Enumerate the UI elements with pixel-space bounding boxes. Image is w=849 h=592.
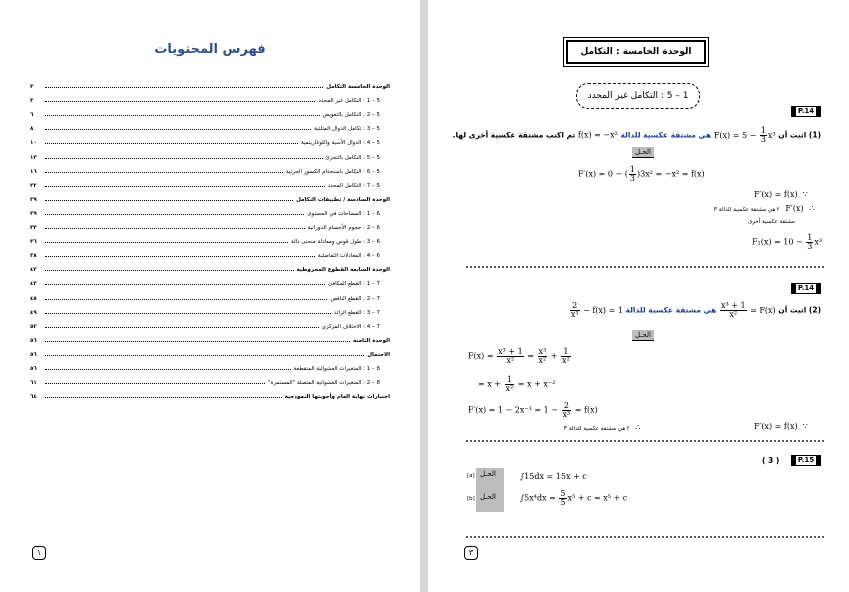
toc-entry (30, 161, 390, 175)
toc-entry (30, 344, 390, 358)
toc-entry-label: 5 – 2 : التكامل بالتعويض (322, 112, 380, 119)
left-page (0, 0, 420, 592)
toc-leader-dots (45, 397, 282, 398)
toc-entry-page: ٥٦ (30, 351, 37, 358)
toc-leader-dots (45, 313, 331, 314)
q2-step-1: F(x) = $\frac{\text{x³ + 1}}{\text{x²}}$ = $\frac{\text{x³}}{\text{x²}}$ + $\frac{1}{\text{x²}}$ (468, 347, 570, 365)
separator (466, 440, 824, 442)
toc-entry-label: 5 – 5 : التكامل بالتجزئ (325, 154, 380, 161)
page-ref-badge: P.15 (791, 455, 821, 466)
toc-leader-dots (45, 186, 325, 187)
toc-entry-label: 8 – 2 : المتغيرات العشوائية المتصلة "المستمرة" (268, 380, 380, 387)
toc-entry-page: ٥٢ (30, 323, 37, 330)
toc-leader-dots (45, 101, 315, 102)
solution-label: الحـل (632, 330, 654, 341)
toc-entry (30, 386, 390, 400)
toc-entry-label: 5 – 4 : الدوال الأسية واللوغاريتمية (301, 140, 380, 147)
q2-fprime: F′(x) = f(x) ∵ (754, 422, 808, 431)
toc-entry-label: الوحدة السابعة القطوع المخروطية (296, 267, 390, 274)
toc-leader-dots (45, 256, 315, 257)
toc-entry-label: 6 – 1 : المساحات في المستوى (307, 210, 380, 217)
toc-entry-page: ٦٤ (30, 394, 37, 401)
toc-entry (30, 330, 390, 344)
toc-entry (30, 189, 390, 203)
toc-entry-page: ٨ (30, 126, 34, 133)
toc-entry-label: اختبارات نهاية العام وأجوبتها النموذجية (284, 394, 390, 401)
toc-entry-label: 6 – 2 : حجوم الأجسام الدورانية (307, 225, 380, 232)
toc-entry (30, 175, 390, 189)
page-number: ٣ (464, 546, 478, 560)
toc-entry-page: ١٣ (30, 154, 37, 161)
toc-entry-label: الوحدة الثامنة (353, 337, 390, 344)
toc-leader-dots (45, 172, 283, 173)
page-ref-badge: P.14 (791, 283, 821, 294)
toc-entry (30, 231, 390, 245)
table-of-contents (30, 76, 390, 400)
toc-entry-page: ٤٢ (30, 267, 37, 274)
question-2: (2) اثبت أن F(x) = $\frac{\text{x³ + 1}}{\text{x²}}$ هي مشتقة عكسية للدالة f(x) = 1 − $\frac{2}{\text{x³}}$ (570, 301, 821, 319)
toc-entry-page: ٢٢ (30, 182, 37, 189)
toc-entry-page: ٤٢ (30, 281, 37, 288)
toc-leader-dots (45, 341, 350, 342)
toc-entry (30, 104, 390, 118)
q3b-solution-label: الحـل (480, 493, 496, 501)
page-ref-badge: P.14 (791, 106, 821, 117)
toc-entry-page: ٦١ (30, 380, 37, 387)
toc-entry-page: ١٠ (30, 140, 37, 147)
toc-entry (30, 358, 390, 372)
toc-entry (30, 90, 390, 104)
toc-entry (30, 245, 390, 259)
toc-entry (30, 259, 390, 273)
toc-entry-label: 7 – 4 : الاختلاف المركزي (321, 323, 380, 330)
q1-step-1: F′(x) = 0 − ( $\frac{1}{3}$ )3x² = −x² = f(x) (578, 165, 705, 183)
toc-leader-dots (45, 200, 293, 201)
toc-entry-page: ٣٨ (30, 253, 37, 260)
toc-entry-label: 7 – 2 : القطع الناقص (330, 295, 380, 302)
toc-title: فهرس المحتويات (154, 42, 266, 57)
toc-entry (30, 287, 390, 301)
toc-leader-dots (45, 369, 291, 370)
toc-entry-label: 6 – 3 : طول قوس ومعادلة منحنى دالة (291, 239, 380, 246)
toc-leader-dots (45, 228, 305, 229)
toc-entry-label: 5 – 7 : التكامل المحدد (327, 182, 380, 189)
toc-leader-dots (45, 242, 288, 243)
lesson-title: 1 – 5 : التكامل غير المحدد (576, 83, 700, 109)
toc-leader-dots (45, 87, 323, 88)
toc-entry-page: ٣ (30, 98, 34, 105)
toc-entry-label: الوحدة السادسة / تطبيقات التكامل (296, 196, 390, 203)
toc-entry (30, 203, 390, 217)
toc-entry-page: ٥٦ (30, 337, 37, 344)
q3a-solution-label: الحـل (480, 470, 496, 478)
q2-step-2: = x + $\frac{1}{\text{x²}}$ = x + x⁻² (478, 375, 556, 393)
q3b-answer: ∫5x⁴dx = $\frac{5}{5}$ x⁵ + c = x⁵ + c (520, 489, 628, 507)
q1-since: F′(x) = f(x) ∵ (754, 190, 808, 199)
toc-leader-dots (45, 299, 327, 300)
q2-conclusion: F هي مشتقة عكسية للدالة f ∴ (564, 423, 641, 432)
toc-entry-page: ٥٦ (30, 365, 37, 372)
separator (466, 266, 824, 268)
toc-leader-dots (45, 115, 320, 116)
toc-leader-dots (45, 284, 325, 285)
toc-entry-label: الوحدة الخامسة التكامل (326, 84, 390, 91)
toc-entry-page: ٣ (30, 84, 34, 91)
q3b-tag: [b] (467, 496, 475, 502)
toc-entry (30, 316, 390, 330)
q3a-tag: [a] (467, 473, 475, 479)
toc-entry-label: 5 – 3 : تكامل الدوال المثلثية (314, 126, 380, 133)
toc-entry-page: ٣٣ (30, 225, 37, 232)
toc-entry-page: ٦ (30, 112, 34, 119)
q1-other-label: مشتقة عكسية أخرى (748, 219, 795, 225)
toc-entry-label: 7 – 1 : القطع المكافئ (327, 281, 380, 288)
toc-leader-dots (45, 383, 265, 384)
toc-leader-dots (45, 327, 319, 328)
toc-entry (30, 76, 390, 90)
toc-entry (30, 217, 390, 231)
toc-leader-dots (45, 270, 294, 271)
toc-entry-page: ٤٩ (30, 309, 37, 316)
toc-entry (30, 146, 390, 160)
toc-entry (30, 132, 390, 146)
toc-entry-page: ٣٦ (30, 239, 37, 246)
solution-label: الحـل (632, 147, 654, 158)
toc-leader-dots (45, 355, 364, 356)
toc-entry (30, 273, 390, 287)
toc-entry (30, 302, 390, 316)
toc-entry-page: ٤٥ (30, 295, 37, 302)
toc-entry-page: ١٦ (30, 168, 37, 175)
q3a-answer: ∫15dx = 15x + c (520, 472, 587, 481)
page-number: ١ (32, 546, 46, 560)
question-1: (1) اثبت أن F(x) = 5 − $\frac{1}{3}$ x³ هي مشتقة عكسية للدالة f(x) = −x² ثم اكتب مشتقة عكسية أخرى لها. (452, 126, 821, 144)
separator (466, 536, 824, 538)
toc-entry-label: 7 – 3 : القطع الزائد (334, 309, 380, 316)
toc-entry (30, 118, 390, 132)
toc-entry-page: ٢٩ (30, 210, 37, 217)
toc-entry-label: 5 – 1 : التكامل غير المحدد (318, 98, 380, 105)
toc-leader-dots (45, 129, 311, 130)
unit-title: الوحدة الخامسة : التكامل (566, 40, 706, 64)
q2-step-3: F′(x) = 1 − 2x⁻³ = 1 − $\frac{2}{\text{x³}}$ = f(x) (468, 401, 598, 419)
question-3: ( 3 ) (762, 456, 780, 465)
toc-entry-label: 6 – 4 : المعادلات التفاضلية (317, 253, 380, 260)
q1-other-antiderivative: F₁(x) = 10 − $\frac{1}{3}$ x³ (752, 233, 823, 251)
toc-leader-dots (45, 158, 323, 159)
toc-entry-label: 5 – 6 : التكامل باستخدام الكسور الجزئية (286, 168, 380, 175)
q1-conclusion: F هي مشتقة عكسية للدالة f F′(x) ∴ (714, 204, 815, 213)
toc-entry-page: ٢٩ (30, 196, 37, 203)
toc-entry-label: الاحتمال (367, 351, 390, 358)
toc-entry (30, 372, 390, 386)
toc-leader-dots (45, 143, 298, 144)
toc-leader-dots (45, 214, 304, 215)
right-page (428, 0, 849, 592)
toc-entry-label: 8 – 1 : المتغيرات العشوائية المتقطعة (293, 365, 380, 372)
